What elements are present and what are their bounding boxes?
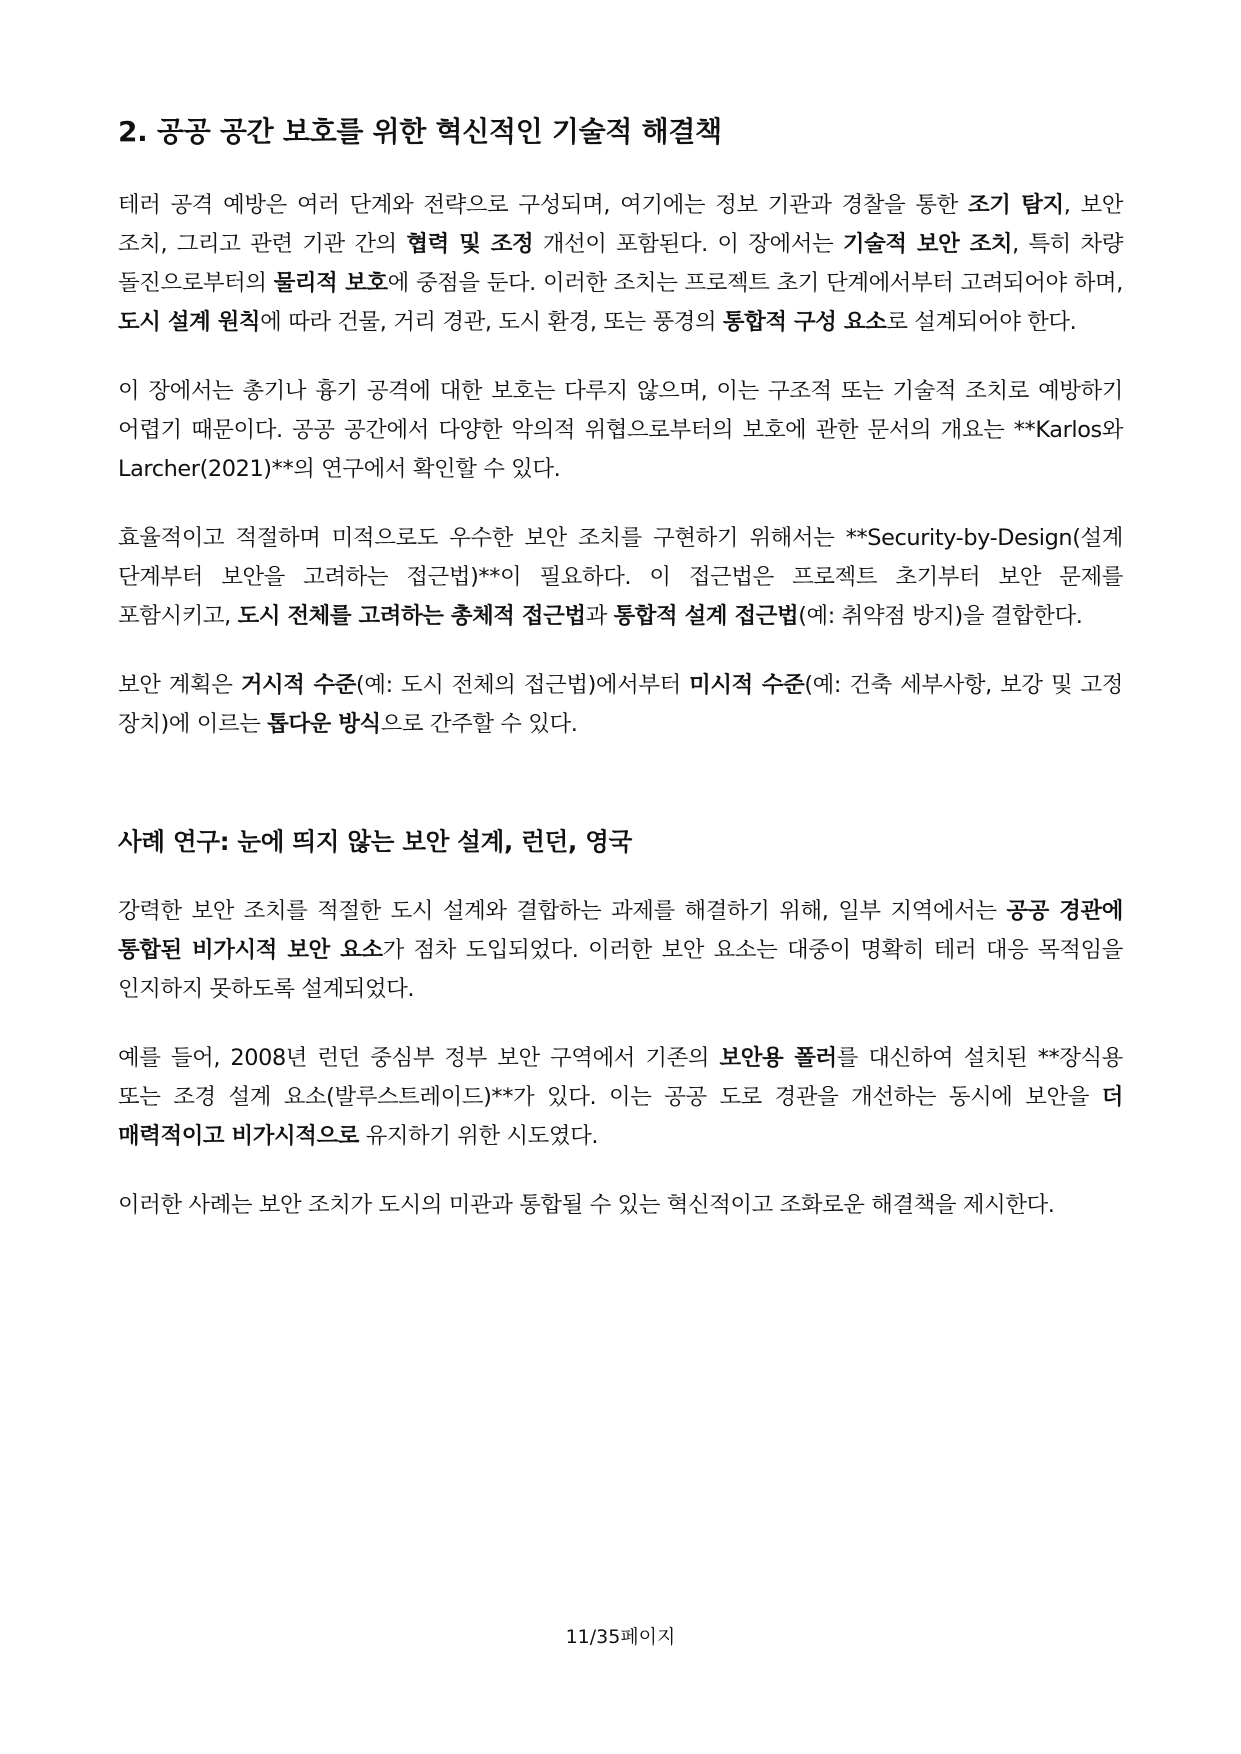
section-title: 2. 공공 공간 보호를 위한 혁신적인 기술적 해결책: [118, 115, 722, 148]
text-run: 에 중점을 둔다. 이러한 조치는 프로젝트 초기 단계에서부터 고려되어야 하며,: [387, 270, 1123, 296]
bold-text-run: 톱다운 방식: [267, 711, 381, 737]
bold-text-run: 미시적 수준: [689, 672, 805, 698]
text-run: 효율적이고 적절하며 미적으로도 우수한 보안 조치를 구현하기 위해서는 **Security-by-Design(설계 단계부터 보안을 고려하는 접근법)**이 필요하다. 이 접근법은 프로젝트 초기부터 보안 문제를 포함시키고,: [118, 525, 1123, 629]
text-run: , 보안 조치, 그리고 관련 기관 간의: [118, 192, 1124, 257]
bold-text-run: 도시 전체를 고려하는 총체적 접근법: [237, 603, 586, 629]
case-study-paragraph: [118, 892, 1123, 1009]
page-content: [118, 112, 1123, 1255]
bold-text-run: 보안용 폴러: [719, 1045, 837, 1071]
bold-text-run: 거시적 수준: [240, 672, 356, 698]
bold-text-run: 물리적 보호: [273, 270, 388, 296]
text-run: 가 점차 도입되었다. 이러한 보안 요소는 대중이 명확히 테러 대응 목적임을 인지하지 못하도록 설계되었다.: [118, 937, 1123, 1002]
text-run: 예를 들어, 2008년 런던 중심부 정부 보안 구역에서 기존의: [118, 1045, 720, 1071]
text-run: 으로 간주할 수 있다.: [380, 711, 578, 737]
paragraph: [118, 186, 1123, 342]
page-number: 11/35페이지: [565, 1626, 676, 1648]
bold-text-run: 통합적 설계 접근법: [613, 603, 799, 629]
case-study-paragraph: [118, 1186, 1123, 1225]
text-run: (예: 건축 세부사항, 보강 및 고정 장치)에 이르는: [118, 672, 1123, 737]
text-run: 보안 계획은: [118, 672, 241, 698]
paragraph: [118, 519, 1123, 636]
text-run: (예: 도시 전체의 접근법)에서부터: [356, 672, 690, 698]
text-run: 이러한 사례는 보안 조치가 도시의 미관과 통합될 수 있는 혁신적이고 조화로운 해결책을 제시한다.: [118, 1192, 1055, 1218]
text-run: 테러 공격 예방은 여러 단계와 전략으로 구성되며, 여기에는 정보 기관과 경찰을 통한: [118, 192, 968, 218]
text-run: 로 설계되어야 한다.: [886, 309, 1077, 335]
text-run: , 특히 차량 돌진으로부터의: [118, 231, 1123, 296]
text-run: 유지하기 위한 시도였다.: [358, 1123, 599, 1149]
bold-text-run: 도시 설계 원칙: [118, 309, 261, 335]
text-run: 과: [585, 603, 614, 629]
bold-text-run: 기술적 보안 조치: [842, 231, 1013, 257]
bold-text-run: 통합적 구성 요소: [722, 309, 887, 335]
text-run: 개선이 포함된다. 이 장에서는: [533, 231, 843, 257]
bold-text-run: 더 매력적이고 비가시적으로: [118, 1084, 1123, 1149]
case-study-title: 사례 연구: 눈에 띄지 않는 보안 설계, 런던, 영국: [118, 827, 632, 856]
bold-text-run: 협력 및 조정: [406, 231, 534, 257]
case-study-paragraph: [118, 1039, 1123, 1156]
text-run: (예: 취약점 방지)을 결합한다.: [798, 603, 1083, 629]
text-run: 에 따라 건물, 거리 경관, 도시 환경, 또는 풍경의: [260, 309, 723, 335]
bold-text-run: 공공 경관에 통합된 비가시적 보안 요소: [118, 898, 1123, 963]
paragraph: [118, 372, 1123, 489]
paragraph: [118, 666, 1123, 744]
text-run: 강력한 보안 조치를 적절한 도시 설계와 결합하는 과제를 해결하기 위해, 일부 지역에서는: [118, 898, 1007, 924]
bold-text-run: 조기 탐지: [967, 192, 1064, 218]
text-run: 이 장에서는 총기나 흉기 공격에 대한 보호는 다루지 않으며, 이는 구조적 또는 기술적 조치로 예방하기 어렵기 때문이다. 공공 공간에서 다양한 악의적 위협으로부터의 보호에 관한 문서의 개요는 **Karlos와 Larcher(2021)**의 연구에서 확인할 수 있다.: [118, 378, 1123, 482]
text-run: 를 대신하여 설치된 **장식용 또는 조경 설계 요소(발루스트레이드)**가 있다. 이는 공공 도로 경관을 개선하는 동시에 보안을: [118, 1045, 1124, 1110]
